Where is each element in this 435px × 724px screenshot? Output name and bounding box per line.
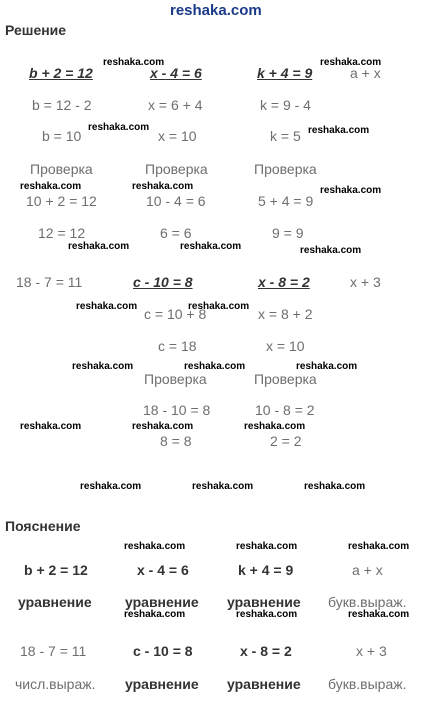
watermark: reshaka.com — [124, 541, 186, 552]
watermark: reshaka.com — [304, 481, 366, 492]
watermark: reshaka.com — [80, 481, 142, 492]
watermark: reshaka.com — [124, 609, 186, 620]
check-x-line1: 10 - 4 = 6 — [146, 193, 206, 209]
check-x2-line1: 10 - 8 = 2 — [255, 402, 315, 418]
check-label-x: Проверка — [145, 161, 208, 177]
watermark: reshaka.com — [184, 361, 246, 372]
check-k-line1: 5 + 4 = 9 — [258, 193, 314, 209]
watermark: reshaka.com — [236, 541, 298, 552]
check-x-line2: 6 = 6 — [160, 225, 192, 241]
explanation-label: уравнение — [125, 594, 199, 610]
check-label-c: Проверка — [144, 371, 207, 387]
explanation-expression: b + 2 = 12 — [24, 562, 88, 578]
explanation-expression: 18 - 7 = 11 — [20, 643, 87, 659]
equation-k-step1: k = 9 - 4 — [260, 97, 311, 113]
explanation-label: уравнение — [227, 594, 301, 610]
explanation-label: букв.выраж. — [328, 594, 407, 610]
watermark: reshaka.com — [308, 125, 370, 136]
equation-x2-step2: x = 10 — [266, 338, 305, 354]
watermark: reshaka.com — [76, 301, 138, 312]
watermark: reshaka.com — [132, 181, 194, 192]
equation-x2-main: x - 8 = 2 — [258, 274, 310, 290]
explanation-label: букв.выраж. — [328, 676, 407, 692]
watermark: reshaka.com — [180, 241, 242, 252]
watermark: reshaka.com — [236, 609, 298, 620]
watermark: reshaka.com — [296, 361, 358, 372]
equation-x-step1: x = 6 + 4 — [148, 97, 203, 113]
equation-b-main: b + 2 = 12 — [29, 65, 93, 81]
expression-x-plus-3: x + 3 — [350, 274, 381, 290]
watermark: reshaka.com — [88, 122, 150, 133]
explanation-expression: x - 8 = 2 — [240, 643, 292, 659]
check-label-k: Проверка — [254, 161, 317, 177]
watermark: reshaka.com — [348, 541, 410, 552]
watermark: reshaka.com — [320, 185, 382, 196]
explanation-expression: k + 4 = 9 — [238, 562, 294, 578]
equation-c-step1: c = 10 + 8 — [144, 306, 207, 322]
watermark: reshaka.com — [132, 421, 194, 432]
explanation-expression: x + 3 — [356, 643, 387, 659]
explanation-label: уравнение — [18, 594, 92, 610]
watermark: reshaka.com — [192, 481, 254, 492]
watermark: reshaka.com — [188, 301, 250, 312]
explanation-expression: c - 10 = 8 — [133, 643, 193, 659]
equation-c-step2: c = 18 — [158, 338, 197, 354]
watermark: reshaka.com — [348, 609, 410, 620]
explanation-expression: a + x — [352, 562, 383, 578]
watermark: reshaka.com — [68, 241, 130, 252]
equation-c-main: c - 10 = 8 — [133, 274, 193, 290]
numeric-expression: 18 - 7 = 11 — [16, 274, 83, 290]
check-label-b: Проверка — [30, 161, 93, 177]
equation-b-step1: b = 12 - 2 — [32, 97, 92, 113]
equation-k-main: k + 4 = 9 — [257, 65, 313, 81]
equation-k-step2: k = 5 — [270, 128, 301, 144]
site-title: reshaka.com — [170, 2, 262, 19]
check-b-line1: 10 + 2 = 12 — [26, 193, 97, 209]
explanation-heading: Пояснение — [5, 518, 81, 534]
watermark: reshaka.com — [300, 245, 362, 256]
expression-a-plus-x: a + x — [350, 65, 381, 81]
equation-x-step2: x = 10 — [158, 128, 197, 144]
solution-heading: Решение — [5, 22, 67, 38]
check-x2-line2: 2 = 2 — [270, 433, 302, 449]
check-c-line2: 8 = 8 — [160, 433, 192, 449]
explanation-label: уравнение — [227, 676, 301, 692]
watermark: reshaka.com — [103, 57, 165, 68]
watermark: reshaka.com — [72, 361, 134, 372]
watermark: reshaka.com — [244, 421, 306, 432]
watermark: reshaka.com — [20, 421, 82, 432]
check-b-line2: 12 = 12 — [38, 225, 86, 241]
watermark: reshaka.com — [20, 181, 82, 192]
explanation-label: уравнение — [125, 676, 199, 692]
equation-b-step2: b = 10 — [42, 128, 82, 144]
watermark: reshaka.com — [320, 57, 382, 68]
check-label-x2: Проверка — [254, 371, 317, 387]
explanation-label: числ.выраж. — [15, 676, 96, 692]
explanation-expression: x - 4 = 6 — [137, 562, 189, 578]
equation-x2-step1: x = 8 + 2 — [258, 306, 313, 322]
check-c-line1: 18 - 10 = 8 — [143, 402, 211, 418]
equation-x-main: x - 4 = 6 — [150, 65, 202, 81]
check-k-line2: 9 = 9 — [272, 225, 304, 241]
